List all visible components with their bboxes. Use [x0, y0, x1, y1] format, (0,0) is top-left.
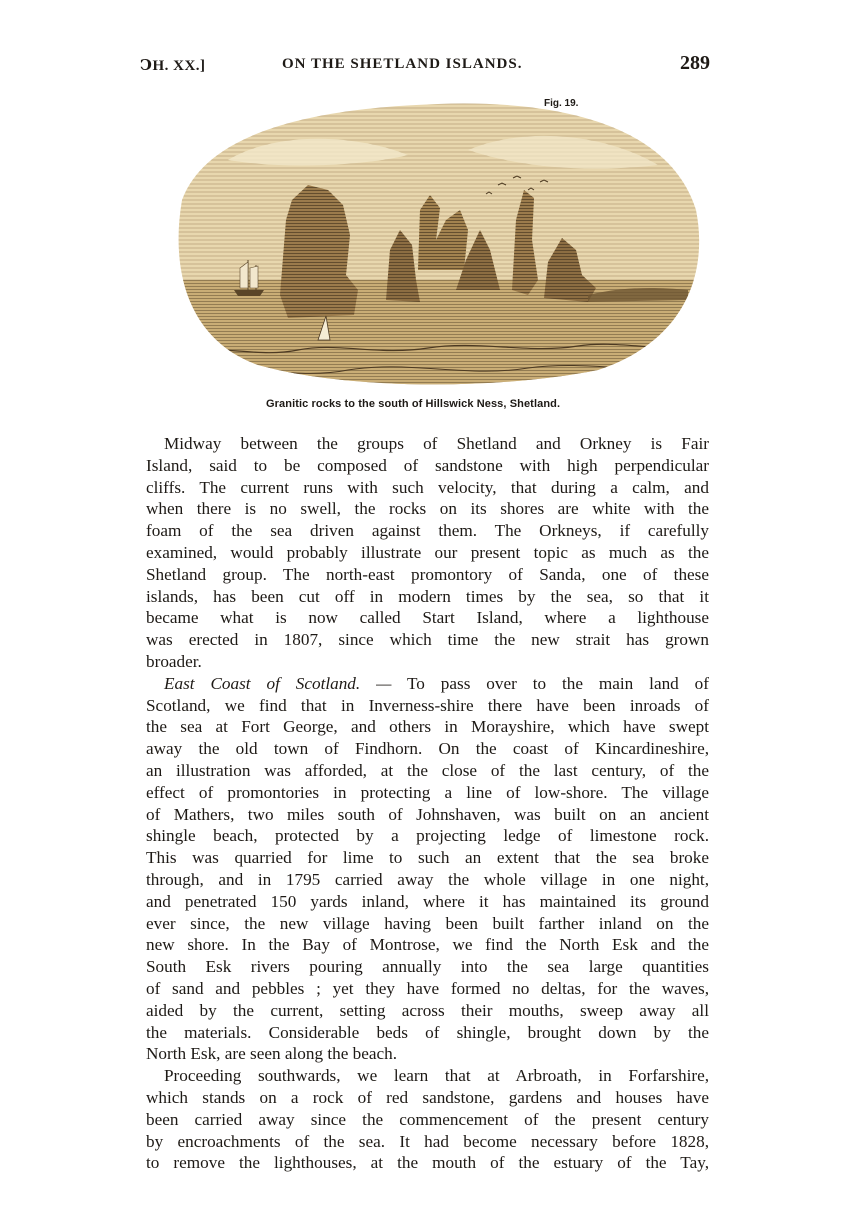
figure-label: Fig. 19.	[544, 98, 579, 109]
running-header	[140, 52, 710, 78]
text-line: Shetland group. The north-east promontory of Sanda, one of these	[146, 564, 709, 584]
text-line: was erected in 1807, since which time the new strait has grown	[146, 630, 709, 650]
text-line: aided by the current, setting across their mouths, sweep away all	[146, 1000, 709, 1020]
text-line: broader.	[146, 651, 202, 671]
text-line: Scotland, we find that in Inverness-shire there have been inroads of	[146, 695, 709, 715]
text-line: foam of the sea driven against them. The Orkneys, if carefully	[146, 521, 709, 541]
text-line: new shore. In the Bay of Montrose, we find the North Esk and the	[146, 935, 709, 955]
text-line: islands, has been cut off in modern times by the sea, so that it	[146, 586, 709, 606]
page-number: 289	[680, 52, 710, 74]
text-line: North Esk, are seen along the beach.	[146, 1044, 398, 1064]
text-line: This was quarried for lime to such an extent that the sea broke	[146, 848, 709, 868]
chapter-mark: ↃH. XX.]	[140, 58, 206, 74]
engraving-illustration	[168, 90, 708, 390]
body-text	[146, 433, 709, 1174]
figure-19	[168, 90, 708, 410]
text-line: Island, said to be composed of sandstone with high perpendicular	[146, 455, 709, 475]
text-line: became what is now called Start Island, where a lighthouse	[146, 608, 709, 628]
text-line: away the old town of Findhorn. On the coast of Kincardineshire,	[146, 739, 709, 759]
text-line: effect of promontories in protecting a line of low-shore. The village	[146, 782, 709, 802]
running-title: ON THE SHETLAND ISLANDS.	[282, 56, 523, 72]
text-line: the sea at Fort George, and others in Morayshire, which have swept	[146, 717, 709, 737]
text-line-with-heading	[146, 673, 709, 695]
section-heading: East Coast of Scotland. —	[164, 673, 392, 693]
text-line: an illustration was afforded, at the close of the last century, of the	[146, 760, 709, 780]
text-line: through, and in 1795 carried away the whole village in one night,	[146, 869, 709, 889]
text-line: South Esk rivers pouring annually into the sea large quantities	[146, 957, 709, 977]
text-line: the materials. Considerable beds of shingle, brought down by the	[146, 1022, 709, 1042]
text-line: shingle beach, protected by a projecting ledge of limestone rock.	[146, 826, 709, 846]
text-line: Proceeding southwards, we learn that at Arbroath, in Forfarshire,	[164, 1066, 709, 1086]
text-line: of Mathers, two miles south of Johnshaven, was built on an ancient	[146, 804, 709, 824]
text-line: which stands on a rock of red sandstone, gardens and houses have	[146, 1087, 709, 1107]
text-line: when there is no swell, the rocks on its shores are white with the	[146, 499, 709, 519]
text-line: by encroachments of the sea. It had become necessary before 1828,	[146, 1131, 709, 1151]
text-line: To pass over to the main land of	[406, 673, 709, 693]
text-line: cliffs. The current runs with such velocity, that during a calm, and	[146, 477, 709, 497]
text-line: and penetrated 150 yards inland, where it has maintained its ground	[146, 891, 709, 911]
text-line: to remove the lighthouses, at the mouth of the estuary of the Tay,	[146, 1153, 709, 1173]
text-line: examined, would probably illustrate our present topic as much as the	[146, 542, 709, 562]
text-line: ever since, the new village having been built farther inland on the	[146, 913, 709, 933]
text-line: been carried away since the commencement of the present century	[146, 1109, 709, 1129]
text-line: of sand and pebbles ; yet they have formed no deltas, for the waves,	[146, 978, 709, 998]
text-line: Midway between the groups of Shetland and Orkney is Fair	[164, 434, 709, 453]
figure-caption: Granitic rocks to the south of Hillswick Ness, Shetland.	[266, 398, 561, 410]
